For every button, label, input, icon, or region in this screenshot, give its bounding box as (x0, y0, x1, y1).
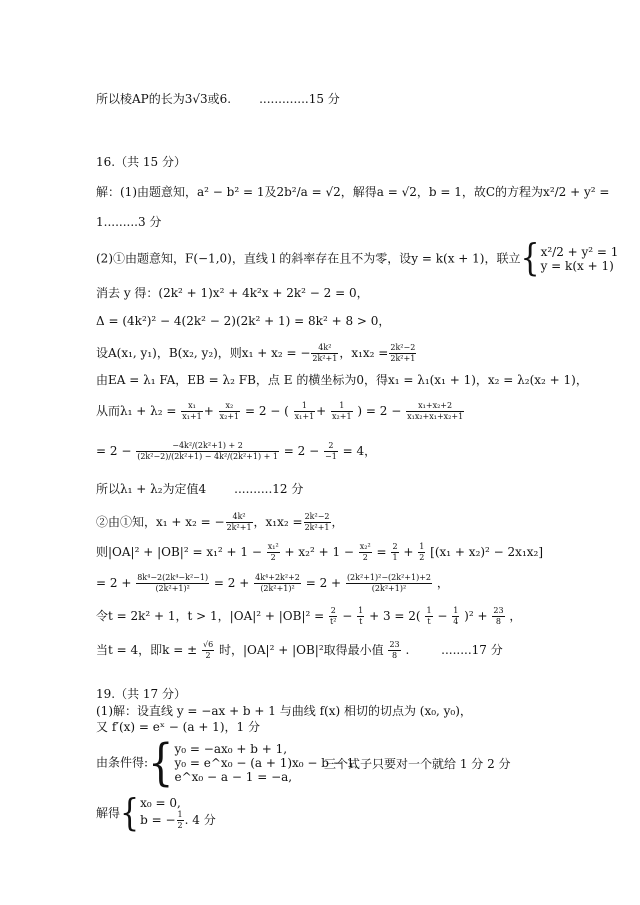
line-ap-length: 所以棱AP的长为3√3或6. .............15 分 (96, 92, 340, 106)
score-17: ........17 分 (441, 643, 503, 657)
fraction: $\frac{\text{4k⁴+2k²+2}}{\text{(2k²+1)²}}$ (255, 573, 300, 593)
fraction: $\frac{23}{8}$ (493, 606, 504, 626)
fraction: $\frac{\text{2k²−2}}{\text{2k²+1}}$ (304, 512, 330, 532)
fraction: $\frac{\text{x₁+x₂+2}}{\text{x₁x₂+x₁+x₂+1}}$ (407, 401, 464, 421)
fraction: $\frac{1}{2}$ (177, 810, 183, 830)
equation-system: y₀ = −ax₀ + b + 1, y₀ = e^x₀ − (a + 1)x₀ − b − 1, e^x₀ − a − 1 = −a, (174, 742, 359, 784)
fraction: $\frac{\text{2k²−2}}{\text{2k²+1}}$ (390, 343, 416, 363)
line-19-derivative: 又 f′(x) = eˣ − (a + 1)，1 分 (96, 720, 260, 734)
fraction: $\frac{√6}{2}$ (202, 640, 214, 660)
line-oa-ob-expand: = 2 + $\frac{\text{8k⁴−2(2k⁴−k²−1)}}{\text{(2k²+1)²}}$ = 2 + $\frac{\text{4k⁴+2k²+2}}{\text{(2k²+1)²}}$ = 2 + $\frac{\text{(2k²+1)²−(2k²+1)+2}}{\text{(2k²+1)²}}$ ， (96, 573, 449, 593)
problem-19-heading: 19.（共 17 分） (96, 687, 186, 701)
line-lambda-relation: 由EA = λ₁ FA，EB = λ₂ FB，点 E 的横坐标为0，得x₁ = λ₁(x₁ + 1)，x₂ = λ₂(x₂ + 1)， (96, 373, 588, 387)
fraction: $\frac{\text{4k²}}{\text{2k²+1}}$ (226, 512, 252, 532)
line-discriminant: Δ = (4k²)² − 4(2k² − 2)(2k² + 1) = 8k² + 8 > 0， (96, 314, 391, 328)
fraction: $\frac{1}{\text{x₁+1}}$ (294, 401, 315, 421)
score-12: ..........12 分 (234, 482, 304, 496)
system-brace: { (120, 791, 140, 835)
line-19-solution: 解得{ x₀ = 0, b = − $\frac{1}{2}$ . 4 分 (96, 791, 216, 835)
fraction: $\frac{1}{t}$ (358, 606, 364, 626)
line-19-tangent: (1)解：设直线 y = −ax + b + 1 与曲线 f(x) 相切的切点为 (x₀, y₀)， (96, 704, 472, 718)
line-16-part1: 解：(1)由题意知，a² − b² = 1及2b²/a = √2，解得a = √2，b = 1，故C的方程为x²/2 + y² = (96, 185, 610, 199)
fraction: $\frac{\text{−4k²/(2k²+1) + 2}}{\text{(2k²−2)/(2k²+1) − 4k²/(2k²+1) + 1}}$ (137, 441, 278, 461)
fraction: $\frac{1}{2}$ (419, 542, 425, 562)
fraction: $\frac{\text{x₂}}{\text{x₂+1}}$ (219, 401, 240, 421)
line-oa-ob-sum: 则|OA|² + |OB|² = x₁² + 1 − $\frac{\text{x₁²}}{2}$ + x₂² + 1 − $\frac{\text{x₂²}}{2}$ = $\frac{2}{1}$ + $\frac{1}{2}$ [(x₁ + x₂)² − 2x₁x₂] (96, 542, 544, 562)
line-substitute-t: 令t = 2k² + 1，t > 1，|OA|² + |OB|² = $\frac{2}{\text{t²}}$ − $\frac{1}{t}$ + 3 = 2( $\frac{1}{t}$ − $\frac{1}{4}$ )² + $\frac{23}{8}$ ， (96, 606, 522, 626)
line-19-conditions: 由条件得:{ y₀ = −ax₀ + b + 1, y₀ = e^x₀ − (a + 1)x₀ − b − 1, e^x₀ − a − 1 = −a, 三个式子只要对一个就给 1 分 2 分 (96, 734, 511, 792)
fraction: $\frac{1}{t}$ (426, 606, 432, 626)
line-minimum-value: 当t = 4，即k = ± $\frac{√6}{2}$ 时，|OA|² + |OB|²取得最小值 $\frac{23}{8}$ . ........17 分 (96, 640, 503, 660)
fraction: $\frac{\text{x₁²}}{2}$ (267, 542, 279, 562)
line-16-part2-setup: (2)①由题意知，F(−1,0)，直线 l 的斜率存在且不为零，设y = k(x + 1)，联立{ x²/2 + y² = 1 y = k(x + 1) (96, 236, 619, 281)
fraction: $\frac{\text{4k²}}{\text{2k²+1}}$ (312, 343, 338, 363)
score-15: .............15 分 (259, 92, 340, 106)
fraction: $\frac{23}{8}$ (389, 640, 400, 660)
fraction: $\frac{\text{8k⁴−2(2k⁴−k²−1)}}{\text{(2k²+1)²}}$ (137, 573, 209, 593)
line-16-part1-score: 1.........3 分 (96, 215, 162, 229)
line-lambda-sum: 从而λ₁ + λ₂ = $\frac{\text{x₁}}{\text{x₁+1}}$ + $\frac{\text{x₂}}{\text{x₂+1}}$ = 2 − ( $\frac{1}{\text{x₁+1}}$ + $\frac{1}{\text{x₂+1}}$ ) = 2 − $\frac{\text{x₁+x₂+2}}{\text{x₁x₂+x₁+x₂+1}}$ (96, 401, 464, 421)
equation-system: x²/2 + y² = 1 y = k(x + 1) (540, 245, 619, 273)
line-lambda-evaluate: = 2 − $\frac{\text{−4k²/(2k²+1) + 2}}{\text{(2k²−2)/(2k²+1) − 4k²/(2k²+1) + 1}}$ = 2 − $\frac{2}{-1}$ = 4， (96, 441, 377, 461)
fraction: $\frac{\text{x₁}}{\text{x₁+1}}$ (182, 401, 202, 421)
fraction: $\frac{1}{4}$ (453, 606, 459, 626)
line-lambda-constant: 所以λ₁ + λ₂为定值4 ..........12 分 (96, 482, 304, 496)
equation-system: x₀ = 0, b = − $\frac{1}{2}$ . 4 分 (140, 796, 216, 830)
fraction: $\frac{2}{1}$ (392, 542, 398, 562)
grading-note: 三个式子只要对一个就给 1 分 2 分 (324, 757, 511, 771)
fraction: $\frac{2}{\text{t²}}$ (330, 606, 337, 626)
line-eliminate-y: 消去 y 得：(2k² + 1)x² + 4k²x + 2k² − 2 = 0， (96, 286, 369, 300)
problem-16-heading: 16.（共 15 分） (96, 155, 186, 169)
fraction: $\frac{2}{-1}$ (324, 441, 337, 461)
fraction: $\frac{\text{(2k²+1)²−(2k²+1)+2}}{\text{(2k²+1)²}}$ (346, 573, 431, 593)
line-vieta: 设A(x₁, y₁)，B(x₂, y₂)，则x₁ + x₂ = − $\frac{\text{4k²}}{\text{2k²+1}}$ ，x₁x₂ = $\frac{\text{2k²−2}}{\text{2k²+1}}$ (96, 343, 416, 363)
system-brace: { (520, 236, 540, 281)
line-part2-vieta: ②由①知，x₁ + x₂ = − $\frac{\text{4k²}}{\text{2k²+1}}$ ，x₁x₂ = $\frac{\text{2k²−2}}{\text{2k²+1}}$ ， (96, 512, 344, 532)
system-brace: { (148, 734, 174, 792)
fraction: $\frac{\text{x₂²}}{2}$ (359, 542, 371, 562)
fraction: $\frac{1}{\text{x₂+1}}$ (332, 401, 352, 421)
